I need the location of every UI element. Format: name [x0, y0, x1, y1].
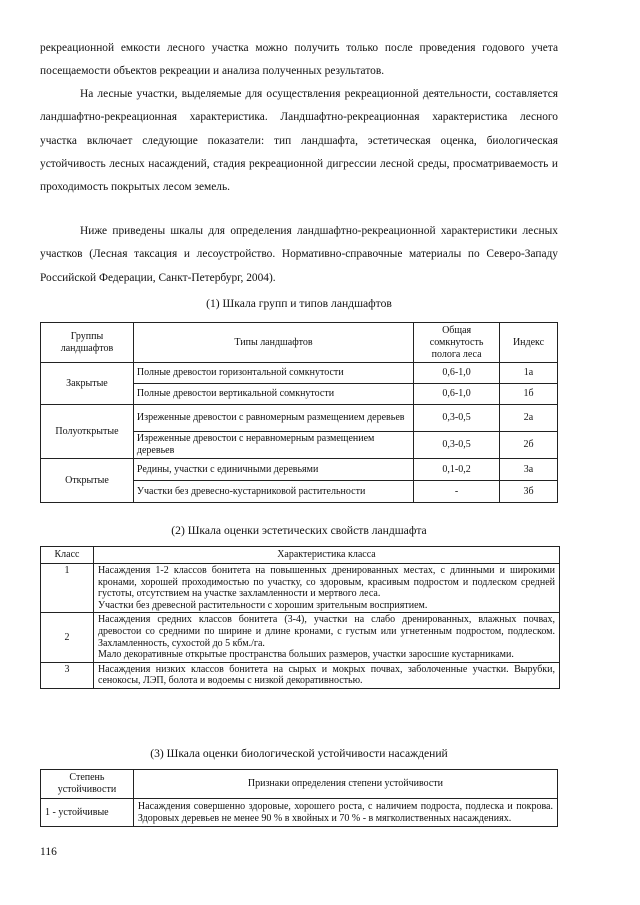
- index-cell: 3а: [500, 459, 558, 481]
- landscape-type-cell: Полные древостои горизонтальной сомкнутости: [133, 363, 413, 384]
- table-row: [41, 799, 558, 827]
- table2-header-class: Класс: [41, 547, 94, 564]
- density-cell: 0,1-0,2: [414, 459, 500, 481]
- table-row: [41, 405, 558, 432]
- landscape-type-cell: Участки без древесно-кустарниковой растительности: [133, 481, 413, 503]
- table3-header-row: [41, 770, 558, 799]
- table-row: [41, 613, 560, 662]
- landscape-type-cell: Изреженные древостои с равномерным размещением деревьев: [133, 405, 413, 432]
- stability-degree-cell: 1 - устойчивые: [41, 799, 134, 827]
- index-cell: 3б: [500, 481, 558, 503]
- landscape-group-cell: Открытые: [41, 459, 134, 503]
- table1-header-type: Типы ландшафтов: [133, 323, 413, 363]
- table1-caption: (1) Шкала групп и типов ландшафтов: [206, 297, 392, 310]
- class-description-text: Насаждения средних классов бонитета (3-4), участки на слабо дренированных, влажных почвах, древостои со средними по ширине и длине кронами, с густым или угнетенным подростом, подлеском. Захламленность, сухостой до 5 кбм./га.: [97, 614, 555, 649]
- class-description-cell: [93, 564, 559, 613]
- table1-header-row: [41, 323, 558, 363]
- table3-header-signs: Признаки определения степени устойчивости: [133, 770, 557, 799]
- table1-header-density: Общая сомкнутость полога леса: [414, 323, 500, 363]
- density-cell: 0,3-0,5: [414, 432, 500, 459]
- table3-caption: (3) Шкала оценки биологической устойчивости насаждений: [150, 747, 448, 760]
- density-cell: -: [414, 481, 500, 503]
- class-description-extra: Мало декоративные открытые пространства больших размеров, участки заросшие кустарниками.: [97, 649, 514, 661]
- class-description-text: Насаждения низких классов бонитета на сырых и мокрых почвах, заболоченные участки. Вырубки, сенокосы, ЛЭП, болота и водоемы с низкой декоративностью.: [97, 663, 555, 687]
- index-cell: 2б: [500, 432, 558, 459]
- landscape-type-cell: Изреженные древостои с неравномерным размещением деревьев: [133, 432, 413, 459]
- table2-header-characteristic: Характеристика класса: [93, 547, 559, 564]
- class-description-cell: [93, 662, 559, 688]
- table-row: [41, 564, 560, 613]
- table-row: [41, 459, 558, 481]
- aesthetic-scale-table: [40, 546, 560, 689]
- paragraph-landscape-characteristics: На лесные участки, выделяемые для осуществления рекреационной деятельности, составляется ландшафтно-рекреационная характеристика. Ландшафтно-рекреационная характеристика лесного участка включает следующие показатели: тип ландшафта, эстетическая оценка, биологическая устойчивость лесных насаждений, стадия рекреационной дигрессии лесной среды, просматриваемость и проходимость покрытых лесом земель.: [40, 88, 558, 194]
- paragraph-scales-intro: Ниже приведены шкалы для определения ландшафтно-рекреационной характеристики лесных участков (Лесная таксация и лесоустройство. Нормативно-справочные материалы по Северо-Западу Российской Федерации, Санкт-Петербург, 2004).: [40, 225, 558, 284]
- table-row: [41, 363, 558, 384]
- page-number: 116: [40, 846, 57, 858]
- table2-header-row: [41, 547, 560, 564]
- landscape-type-cell: Редины, участки с единичными деревьями: [133, 459, 413, 481]
- table2-caption: (2) Шкала оценки эстетических свойств ландшафта: [171, 524, 427, 537]
- class-number-cell: 1: [41, 564, 94, 613]
- density-cell: 0,6-1,0: [414, 363, 500, 384]
- index-cell: 1а: [500, 363, 558, 384]
- stability-description-cell: Насаждения совершенно здоровые, хорошего роста, с наличием подроста, подлеска и покрова. Здоровых деревьев не менее 90 % в хвойных и 70 % - в мягколиственных насаждениях.: [133, 799, 557, 827]
- landscape-types-table: [40, 322, 558, 503]
- paragraph-continuation: рекреационной емкости лесного участка можно получить только после проведения годового учета посещаемости объектов рекреации и анализа полученных результатов.: [40, 42, 558, 78]
- class-number-cell: 3: [41, 662, 94, 688]
- class-description-text: Насаждения 1-2 классов бонитета на повышенных дренированных местах, с длинными и широкими кронами, хорошей проходимостью по участку, со здоровым, красивым подростом и подлеском средней густоты, отсутствием на участке захламленности и мертвого леса.: [97, 565, 555, 600]
- class-description-extra: Участки без древесной растительности с хорошим зрительным восприятием.: [97, 599, 428, 611]
- class-number-cell: 2: [41, 613, 94, 662]
- landscape-group-cell: Полуоткрытые: [41, 405, 134, 459]
- table3-header-degree: Степень устойчивости: [41, 770, 134, 799]
- landscape-type-cell: Полные древостои вертикальной сомкнутости: [133, 384, 413, 405]
- landscape-group-cell: Закрытые: [41, 363, 134, 405]
- stability-scale-table: [40, 769, 558, 827]
- table1-header-group: Группы ландшафтов: [41, 323, 134, 363]
- class-description-cell: [93, 613, 559, 662]
- index-cell: 2а: [500, 405, 558, 432]
- density-cell: 0,3-0,5: [414, 405, 500, 432]
- density-cell: 0,6-1,0: [414, 384, 500, 405]
- table-row: [41, 662, 560, 688]
- index-cell: 1б: [500, 384, 558, 405]
- table1-header-index: Индекс: [500, 323, 558, 363]
